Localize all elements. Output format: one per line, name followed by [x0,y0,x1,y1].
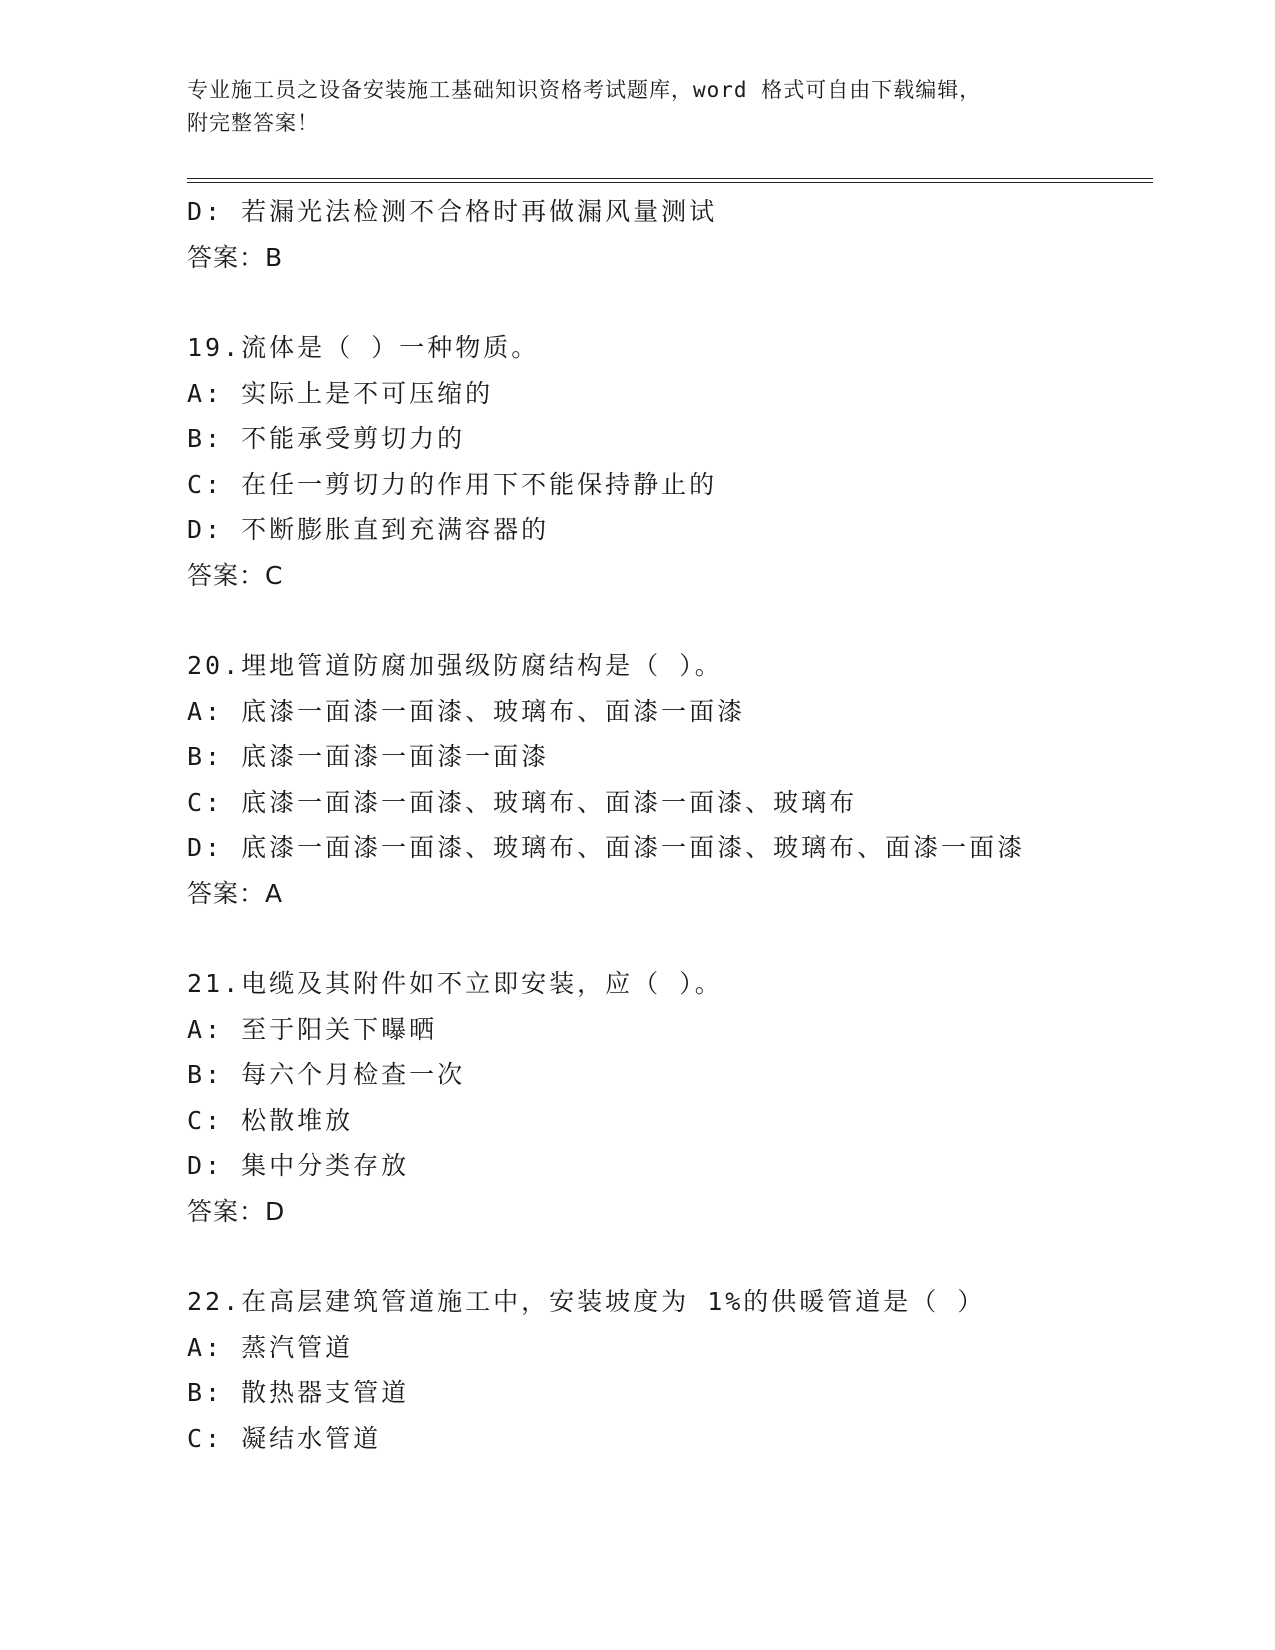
spacer [187,916,1147,961]
option-d: D: 不断膨胀直到充满容器的 [187,515,550,544]
question-21 [187,961,1147,1234]
option-a: A: 蒸汽管道 [187,1332,354,1362]
header-line-1: 专业施工员之设备安装施工基础知识资格考试题库，word 格式可自由下载编辑， [187,78,982,102]
spacer [187,1234,1147,1279]
answer-line: 答案：D [187,1196,286,1226]
option-a: A: 底漆一面漆一面漆、玻璃布、面漆一面漆 [187,696,746,726]
question-stem: 21.电缆及其附件如不立即安装，应（ ）。 [187,969,723,998]
answer-line: 答案：C [187,560,284,590]
option-b: B: 不能承受剪切力的 [187,424,466,453]
header-line-2: 附完整答案！ [187,111,319,135]
option-c: C: 在任一剪切力的作用下不能保持静止的 [187,469,718,499]
spacer [187,280,1147,325]
option-d: D: 集中分类存放 [187,1151,410,1180]
option-c: C: 底漆一面漆一面漆、玻璃布、面漆一面漆、玻璃布 [187,787,858,817]
question-list [187,189,1147,1461]
spacer [187,598,1147,643]
option-a: A: 至于阳关下曝晒 [187,1014,438,1044]
question-stem: 20.埋地管道防腐加强级防腐结构是（ ）。 [187,651,723,680]
option-a: A: 实际上是不可压缩的 [187,378,494,408]
carryover-block [187,189,1147,280]
option-b: B: 散热器支管道 [187,1378,410,1407]
option-d: D: 若漏光法检测不合格时再做漏风量测试 [187,197,718,226]
option-c: C: 凝结水管道 [187,1423,382,1453]
option-b: B: 底漆一面漆一面漆一面漆 [187,742,550,771]
question-stem: 22.在高层建筑管道施工中，安装坡度为 1%的供暖管道是（ ） [187,1287,986,1316]
question-19 [187,325,1147,598]
question-stem: 19.流体是（ ）一种物质。 [187,333,540,362]
answer-line: 答案：A [187,878,284,908]
document-header [187,74,1087,140]
option-d: D: 底漆一面漆一面漆、玻璃布、面漆一面漆、玻璃布、面漆一面漆 [187,833,1026,862]
option-c: C: 松散堆放 [187,1105,354,1135]
question-20 [187,643,1147,916]
header-divider [187,178,1153,183]
question-22 [187,1279,1147,1461]
option-b: B: 每六个月检查一次 [187,1060,466,1089]
answer-line: 答案：B [187,242,284,272]
